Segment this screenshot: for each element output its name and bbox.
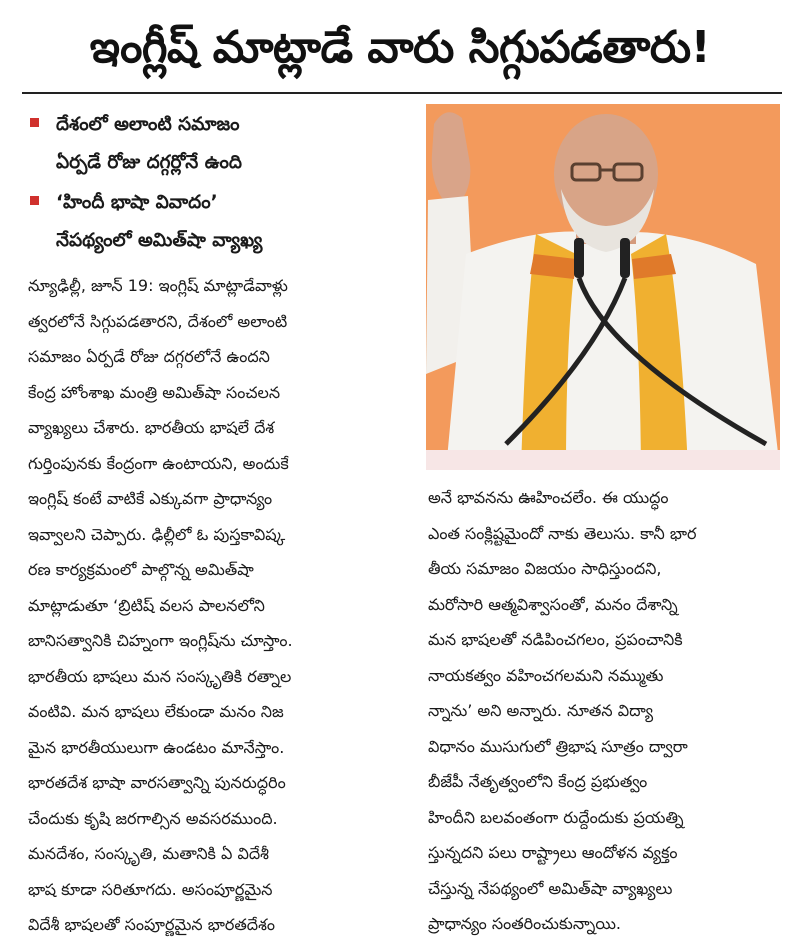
body-line: బానిసత్వానికి చిహ్నంగా ఇంగ్లిష్‌ను చూస్తాం. <box>28 631 293 650</box>
body-line: విధానం ముసుగులో త్రిభాష సూత్రం ద్వారా <box>428 736 688 756</box>
body-line: తీయ సమాజం విజయం సాధిస్తుందని, <box>428 559 662 578</box>
body-line: అనే భావనను ఊహించలేం. ఈ యుద్ధం <box>428 488 669 507</box>
sub-headlines <box>30 106 410 262</box>
bullet-square-icon <box>30 118 39 127</box>
body-line: ఇవ్వాలని చెప్పారు. ఢిల్లీలో ఓ పుస్తకావిష్క <box>28 524 286 544</box>
article-body-left <box>28 268 406 943</box>
body-line: త్వరలోనే సిగ్గుపడతారని, దేశంలో అలాంటి <box>28 311 288 331</box>
body-line: స్తున్నదని పలు రాష్ట్రాలు ఆందోళన వ్యక్తం <box>428 843 678 862</box>
body-line: చేస్తున్న నేపథ్యంలో అమిత్‌షా వ్యాఖ్యలు <box>428 878 673 898</box>
speaker-illustration-icon <box>426 104 780 470</box>
body-line: ఎంత సంక్లిష్టమైందో నాకు తెలుసు. కానీ భార <box>428 523 697 543</box>
speaker-photo <box>426 104 780 470</box>
sub-headline-item <box>30 106 410 182</box>
body-line: మైన భారతీయులుగా ఉండటం మానేస్తాం. <box>28 737 285 757</box>
body-line: భారతదేశ భాషా వారసత్వాన్ని పునరుద్ధరిం <box>28 773 286 792</box>
body-line: మన భాషలతో నడిపించగలం, ప్రపంచానికి <box>428 630 683 649</box>
article-body-right <box>428 480 778 942</box>
body-line: రణ కార్యక్రమంలో పాల్గొన్న అమిత్‌షా <box>28 560 254 579</box>
body-line: బీజేపీ నేతృత్వంలోని కేంద్ర ప్రభుత్వం <box>428 772 648 791</box>
bullet-square-icon <box>30 196 39 205</box>
body-line: భారతీయ భాషలు మన సంస్కృతికి రత్నాల <box>28 666 292 686</box>
headline-divider <box>22 92 782 94</box>
body-line: భాష కూడా సరితూగదు. అసంపూర్ణమైన <box>28 879 273 899</box>
body-line: చేందుకు కృషి జరగాల్సిన అవసరముంది. <box>28 808 278 828</box>
sub-headline-line: దేశంలో అలాంటి సమాజం <box>56 114 240 135</box>
body-line: మనదేశం, సంస్కృతి, మతానికి ఏ విదేశీ <box>28 844 269 863</box>
body-line: వంటివి. మన భాషలు లేకుండా మనం నిజ <box>28 702 284 721</box>
body-line: న్నాను’ అని అన్నారు. నూతన విద్యా <box>428 701 654 720</box>
body-line: నాయకత్వం వహించగలమని నమ్ముతు <box>428 665 664 685</box>
headline: ఇంగ్లీష్ మాట్లాడే వారు సిగ్గుపడతారు! <box>89 22 711 73</box>
body-line: గుర్తింపునకు కేంద్రంగా ఉంటాయని, అందుకే <box>28 453 289 473</box>
body-line: మరోసారి ఆత్మవిశ్వాసంతో, మనం దేశాన్ని <box>428 594 678 614</box>
body-line: వ్యాఖ్యలు చేశారు. భారతీయ భాషలే దేశ <box>28 418 275 437</box>
sub-headline-item <box>30 184 410 260</box>
body-line: విదేశీ భాషలతో సంపూర్ణమైన భారతదేశం <box>28 915 275 934</box>
body-line: మాట్లాడుతూ ‘బ్రిటిష్ వలస పాలనలోని <box>28 595 265 615</box>
sub-headline-line: నేపథ్యంలో అమిత్‌షా వ్యాఖ్య <box>56 230 263 251</box>
body-line: న్యూఢిల్లీ, జూన్ 19: ఇంగ్లిష్ మాట్లాడేవాళ్లు <box>28 276 288 295</box>
body-line: హిందీని బలవంతంగా రుద్దేందుకు ప్రయత్ని <box>428 807 684 827</box>
body-line: ఇంగ్లిష్ కంటే వాటికే ఎక్కువగా ప్రాధాన్యం <box>28 489 273 508</box>
sub-headline-line: ఏర్పడే రోజు దగ్గర్లోనే ఉంది <box>56 152 242 173</box>
body-line: ప్రాధాన్యం సంతరించుకున్నాయి. <box>428 914 621 933</box>
body-line: కేంద్ర హోంశాఖ మంత్రి అమిత్‌షా సంచలన <box>28 382 281 402</box>
sub-headline-line: ‘హిందీ భాషా వివాదం’ <box>56 192 218 213</box>
body-line: సమాజం ఏర్పడే రోజు దగ్గరలోనే ఉందని <box>28 347 270 366</box>
